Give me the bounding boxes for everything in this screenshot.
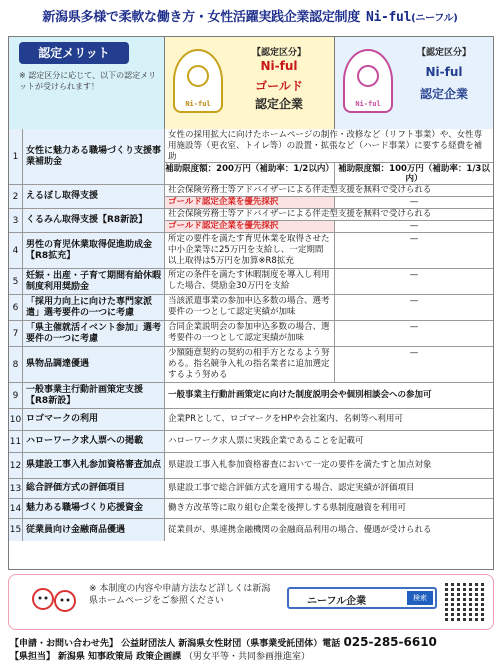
std-category: 【認定区分】 [416,48,471,58]
table-row: 11 ハローワーク求人票への掲載 ハローワーク求人票に実践企業であることを記載可 [9,431,493,453]
table-row: 9 一般事業主行動計画策定支援【R8新設】 一般事業主行動計画策定に向けた制度説明会や個別相談会への参加可 [9,383,493,409]
merit-label: 認定メリット [19,42,129,64]
table-row: 13 総合評価方式の評価項目 県建設工事で総合評価方式を適用する場合、認定実績が評価項目 [9,479,493,499]
std-suffix: 認定企業 [419,87,468,101]
title-eng: Ni-ful [365,10,412,25]
footer-box [8,574,494,630]
page-title [8,4,492,32]
table-row: 7 「県主催就活イベント参加」選考要件の一つに考慮 合同企業説明会の参加申込多数の場合、選考要件の一つとして認定実績が加味 — [9,321,493,347]
search-input[interactable]: ニーフル企業 検索 [287,587,437,609]
table-row: 6 「採用力向上に向けた専門家派遣」選考要件の一つに考慮 当該派遣事業の参加申込多数の場合、選考要件の一つとして認定実績が加味 — [9,295,493,321]
table-row: 5 妊娠・出産・子育て期間有給休暇制度利用奨励金 所定の条件を満たす休暇制度を導入し利用した場合、奨励金30万円を支給 — [9,269,493,295]
merit-table [8,36,494,570]
title-kana: (ニーフル) [411,13,458,24]
gold-header-cell [165,37,335,129]
table-row: 1 女性に魅力ある職場づくり支援事業補助金 女性の採用拡大に向けたホームページの制作・改修など（リフト事業）や、女性専用施設等（更衣室、トイレ等）の設置・拡張など（ハード事業）に要する経費を補助 補助限度額：200万円（補助率：1/2以内） 補助限度額：100万円（補助率：1/3以内） [9,129,493,185]
merit-note: ※ 認定区分に応じて、以下の認定メリットが受けられます！ [19,71,157,91]
footer-note: ※ 本制度の内容や申請方法など詳しくは新潟県ホームページをご参照ください [89,584,271,606]
gold-logo-icon: Ni-ful [173,49,223,113]
gold-nif: Ni-ful [260,59,298,73]
table-row: 15 従業員向け金融商品優遇 従業員が、県連携金融機関の金融商品利用の場合、優遇が受けられる [9,519,493,541]
table-row: 4 男性の育児休業取得促進助成金【R8拡充】 所定の要件を満たす育児休業を取得させた中小企業等に25万円を支給し、一定期間以上取得は5万円を加算※R8拡充 — [9,233,493,269]
table-row: 8 県物品調達優遇 少額随意契約の契約の相手方となるよう努める。指名競争入札の指名業者に追加選定するよう努める — [9,347,493,383]
search-button[interactable]: 検索 [407,591,433,605]
table-row: 2 えるぼし取得支援 社会保険労務士等アドバイザーによる伴走型支援を無料で受けられる ゴールド認定企業を優先採択 — [9,185,493,209]
std-logo-icon: Ni-ful [343,49,393,113]
table-header [9,37,493,129]
table-row: 10 ロゴマークの利用 企業PRとして、ロゴマークをHPや会社案内、名刺等へ利用可 [9,409,493,431]
table-row: 14 魅力ある職場づくり応援資金 働き方改革等に取り組む企業を後押しする県制度融資を利用可 [9,499,493,519]
std-header-cell [335,37,493,129]
std-nif: Ni-ful [425,65,463,79]
phone-number[interactable]: 025-285-6610 [343,635,437,649]
table-row: 12 県建設工事入札参加資格審査加点 県建設工事入札参加資格審査において一定の要件を満たすと加点対象 [9,453,493,479]
prefecture-contact: 【県担当】 新潟県 知事政策局 政策企画課 （男女平等・共同参画推進室） [10,652,311,662]
gold-suffix: 認定企業 [254,97,303,111]
merit-header-cell [9,37,165,129]
gold-rank: ゴールド [255,79,303,93]
table-row: 3 くるみん取得支援【R8新設】 社会保険労務士等アドバイザーによる伴走型支援を無料で受けられる ゴールド認定企業を優先採択 — [9,209,493,233]
mascot-icon [29,581,83,621]
title-main: 新潟県多様で柔軟な働き方・女性活躍実践企業認定制度 [42,10,360,25]
contact-info: 【申請・お問い合わせ先】 公益財団法人 新潟県女性財団（県事業受託団体）電話 025-285-6610 [10,635,437,649]
gold-category: 【認定区分】 [251,48,306,58]
